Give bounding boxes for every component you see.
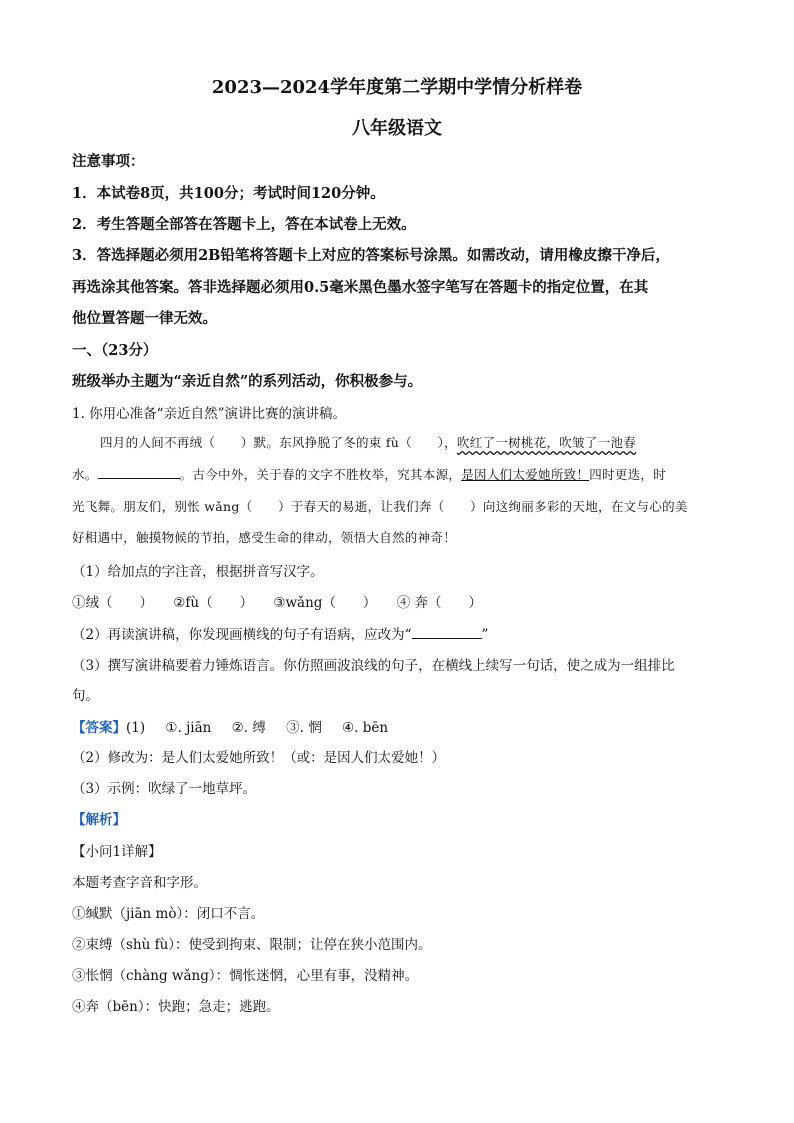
sub-question: （1）给加点的字注音，根据拼音写汉字。	[72, 564, 324, 580]
notes-heading: 注意事项：	[72, 153, 145, 170]
note-item: 3．答选择题必须用2B铅笔将答题卡上对应的答案标号涂黑。如需改动，请用橡皮擦干净后，	[72, 247, 670, 264]
note-item: 2．考生答题全部答在答题卡上，答在本试卷上无效。	[72, 216, 416, 233]
option-item: ②fù（ ）	[173, 595, 254, 611]
passage-text: 四时更迭，时	[589, 467, 667, 482]
answer-item: ③. 惘	[286, 720, 322, 736]
question-stem: 1. 你用心准备“亲近自然”演讲比赛的演讲稿。	[72, 406, 346, 422]
sub-question-cont: 句。	[72, 688, 99, 704]
analysis-item: ①缄默（jiān mò）：闭口不言。	[72, 906, 265, 922]
note-item: 他位置答题一律无效。	[72, 310, 217, 327]
passage-line	[72, 465, 666, 483]
sub-question: （2）再读演讲稿，你发现画横线的句子有语病，应改为“ ”	[72, 627, 489, 643]
analysis-intro: 本题考查字音和字形。	[72, 875, 207, 891]
answer-line: （3）示例：吹绿了一地草坪。	[72, 781, 257, 797]
answer-item: ②. 缚	[231, 720, 266, 736]
sub-question: （3）撰写演讲稿要着力锤炼语言。你仿照画波浪线的句子，在横线上续写一句话，使之成为一组排比	[72, 658, 675, 674]
passage-line	[100, 433, 636, 451]
note-item: 1．本试卷8页，共100分；考试时间120分钟。	[72, 185, 385, 202]
option-item: ①绒（ ）	[72, 595, 153, 611]
section-intro: 班级举办主题为“亲近自然”的系列活动，你积极参与。	[72, 373, 423, 390]
passage-line: 光飞舞。朋友们，别怅 wǎng（ ）于春天的易逝，让我们奔（ ）向这绚丽多彩的天地，在文与心的美	[72, 499, 688, 514]
underlined-sentence: 是因人们太爱她所致！	[461, 467, 590, 482]
option-item: ③wǎng（ ）	[273, 595, 377, 611]
passage-text: 四月的人间不再绒（ ）默。东风挣脱了冬的束 fù（ ），	[100, 435, 457, 450]
analysis-tag: 【解析】	[72, 812, 126, 828]
analysis-item: ②束缚（shù fù）：使受到拘束、限制；让停在狭小范围内。	[72, 937, 432, 953]
passage-text: 水。	[72, 467, 98, 482]
answer-line: 【答案】(1) ①. jiān ②. 缚 ③. 惘 ④. bēn	[72, 720, 389, 736]
section-heading: 一、（23分）	[72, 342, 158, 359]
answer-tag: 【答案】	[72, 720, 126, 736]
wavy-underlined-sentence: 吹红了一树桃花，吹皱了一池春	[456, 435, 637, 450]
page-subtitle: 八年级语文	[352, 118, 442, 139]
fill-blank	[412, 626, 482, 639]
answer-item: ④. bēn	[342, 720, 389, 736]
fill-blank	[98, 466, 180, 479]
page-title: 2023—2024学年度第二学期中学情分析样卷	[211, 77, 583, 98]
options-row	[72, 591, 482, 611]
passage-line: 好相遇中，触摸物候的节拍，感受生命的律动，领悟大自然的神奇！	[72, 530, 457, 545]
analysis-subheading: 【小问1详解】	[72, 844, 162, 860]
answer-item: ①. jiān	[165, 720, 212, 736]
answer-line: （2）修改为：是人们太爱她所致！（或：是因人们太爱她！）	[72, 750, 446, 766]
passage-text: 。古今中外，关于春的文字不胜枚举，究其本源，	[179, 467, 462, 482]
option-item: ④ 奔（ ）	[396, 595, 483, 611]
analysis-item: ④奔（bēn）：快跑；急走；逃跑。	[72, 999, 280, 1015]
note-item: 再选涂其他答案。答非选择题必须用0.5毫米黑色墨水签字笔写在答题卡的指定位置，在其	[72, 279, 649, 296]
analysis-item: ③怅惘（chàng wǎng）：惆怅迷惘，心里有事，没精神。	[72, 968, 419, 984]
